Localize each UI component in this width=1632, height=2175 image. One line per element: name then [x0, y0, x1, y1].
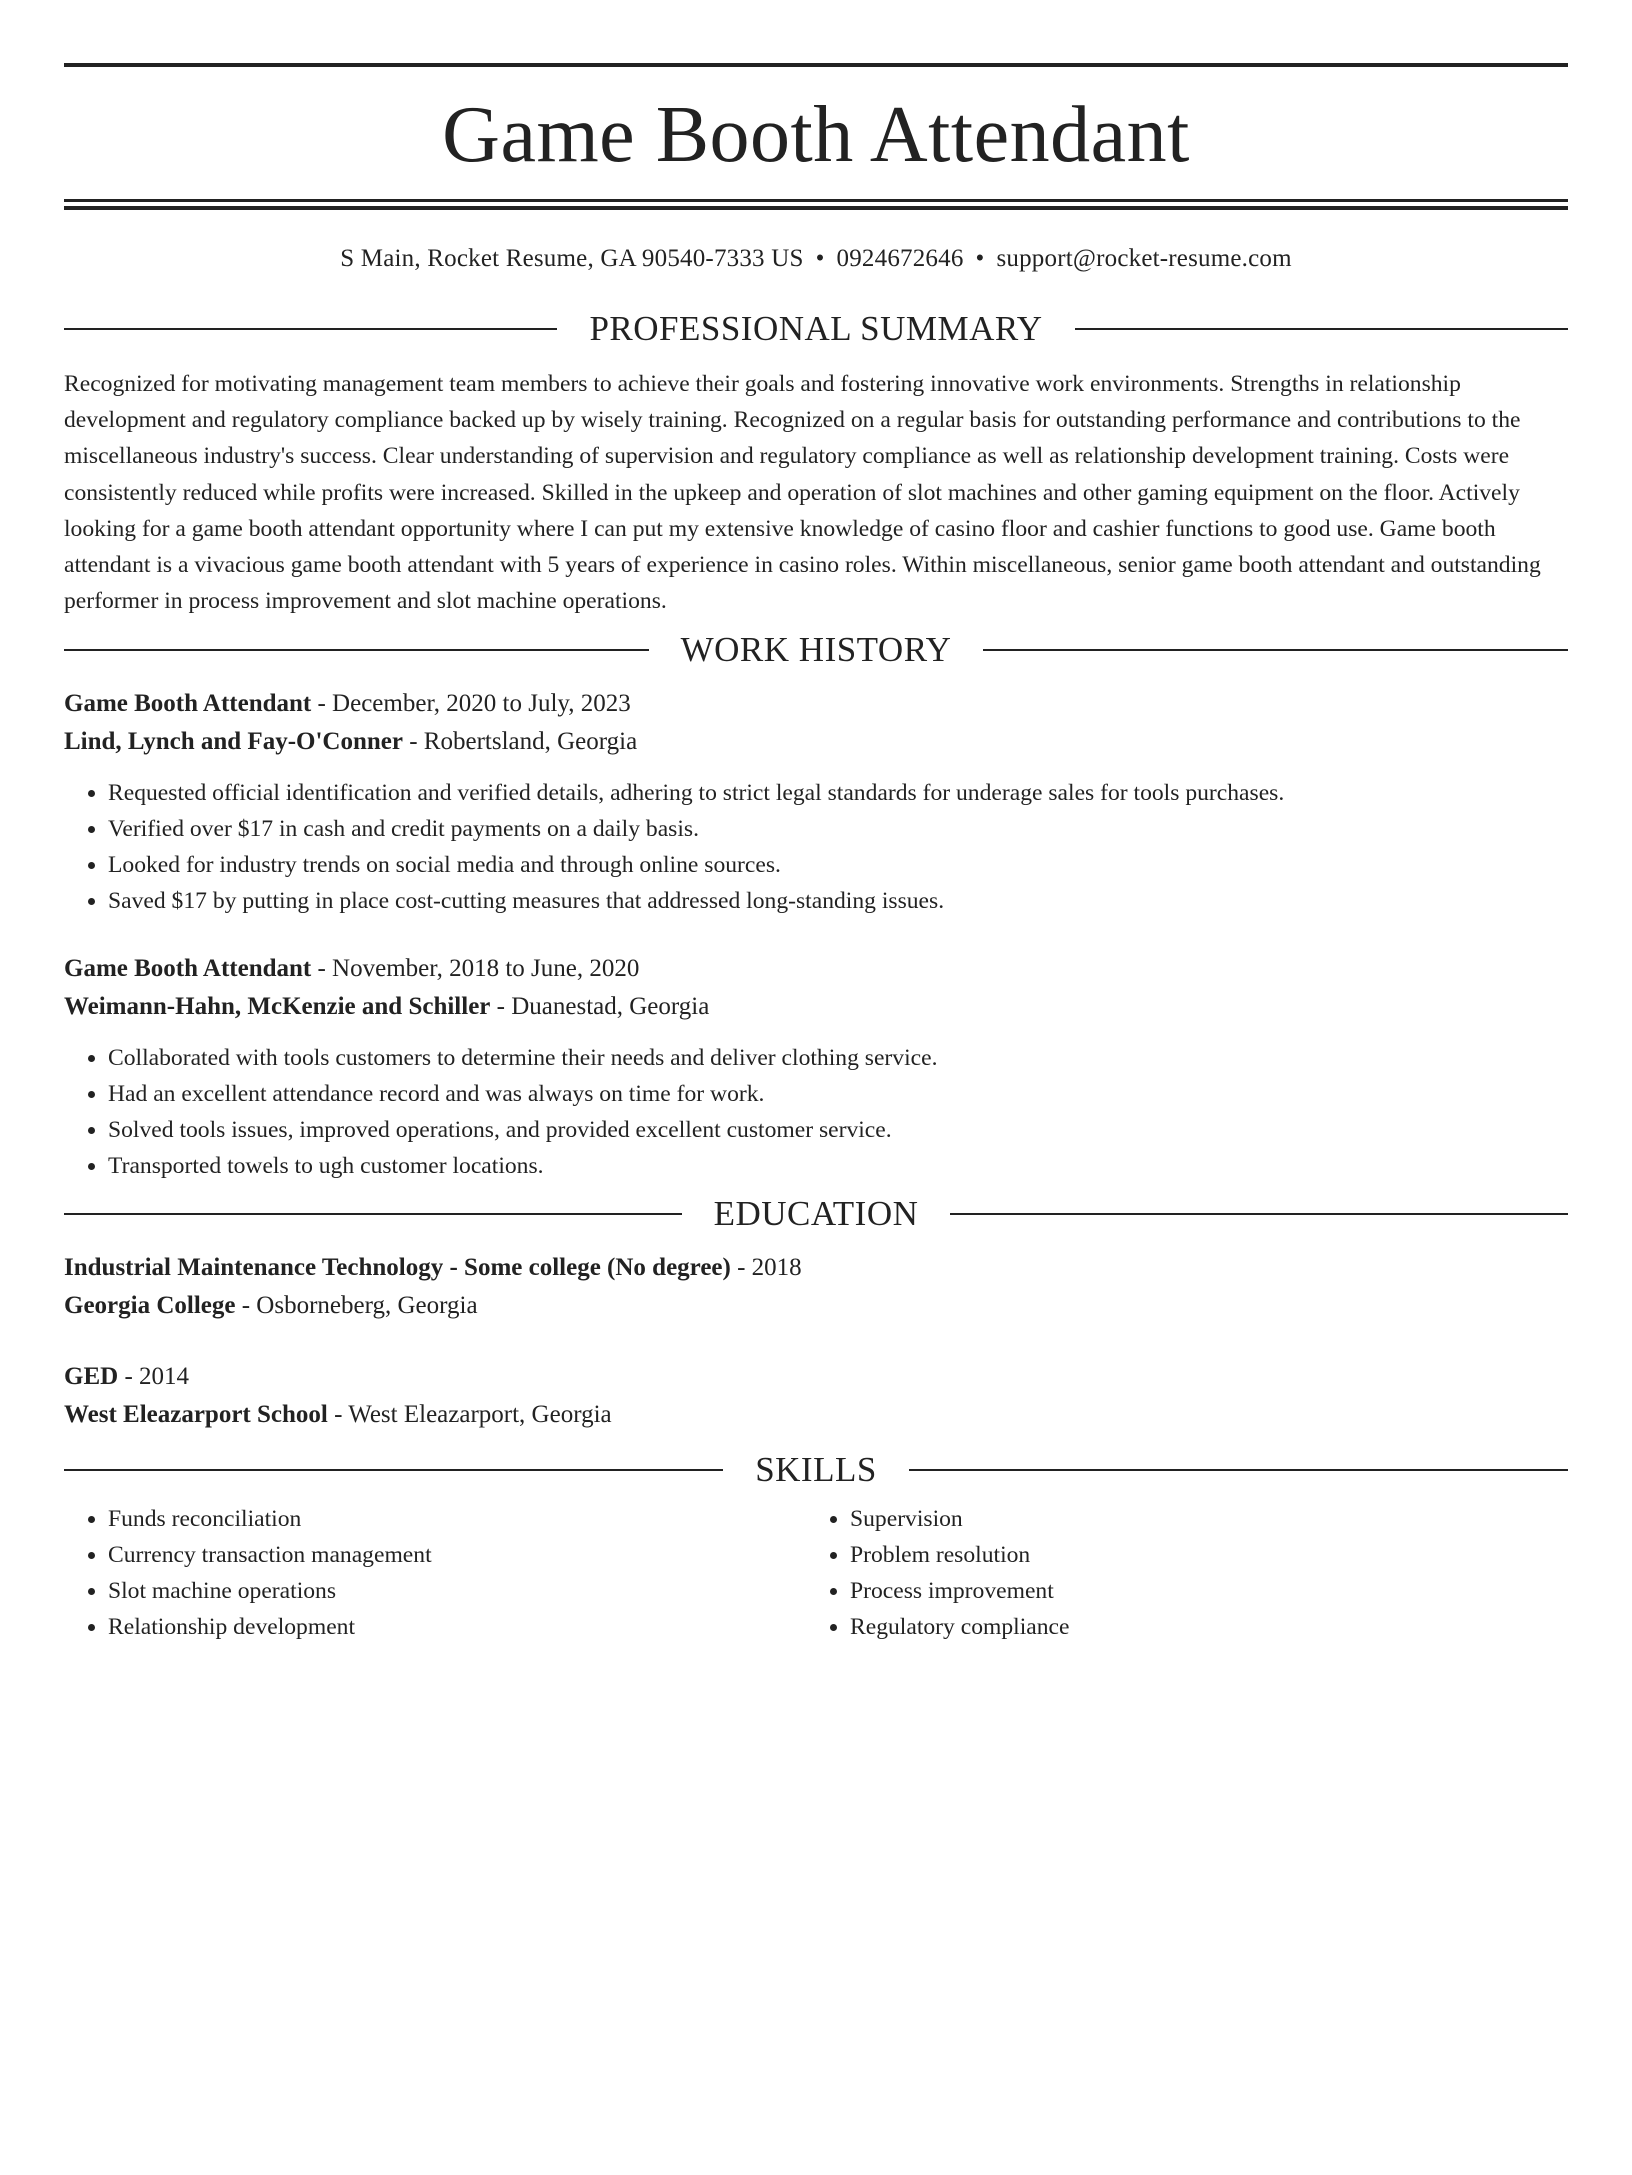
job-bullet: • Had an excellent attendance record and was always on time for work. — [108, 1076, 1568, 1112]
skill-item: • Problem resolution — [850, 1537, 1548, 1573]
job-dates: - November, 2018 to June, 2020 — [311, 955, 640, 983]
job-entry — [64, 950, 1568, 1184]
job-bullet: • Requested official identification and verified details, adhering to strict legal standards for underage sales for tools purchases. — [108, 775, 1568, 811]
education-entry — [64, 1249, 1568, 1325]
skill-item: • Process improvement — [850, 1573, 1548, 1609]
skills-column-right — [806, 1501, 1548, 1645]
section-heading-work-history — [64, 630, 1568, 670]
section-title: PROFESSIONAL SUMMARY — [589, 309, 1043, 348]
skills-list — [64, 1501, 806, 1645]
job-company: Lind, Lynch and Fay-O'Conner — [64, 728, 403, 756]
education-school: West Eleazarport School — [64, 1401, 328, 1429]
skills-columns — [64, 1501, 1568, 1645]
skill-item: • Supervision — [850, 1501, 1548, 1537]
contact-separator: • — [975, 245, 985, 272]
job-bullet: • Looked for industry trends on social media and through online sources. — [108, 847, 1568, 883]
education-degree: GED — [64, 1363, 119, 1391]
section-title: WORK HISTORY — [680, 630, 952, 670]
job-entry — [64, 685, 1568, 919]
education-year: - 2018 — [730, 1254, 802, 1282]
job-bullet: • Saved $17 by putting in place cost-cutting measures that addressed long-standing issues. — [108, 883, 1568, 919]
job-dates: - December, 2020 to July, 2023 — [311, 690, 631, 718]
heading-rule-right — [1075, 328, 1568, 330]
job-company-line — [64, 723, 1568, 761]
education-degree-line — [64, 1249, 1568, 1287]
job-location: - Duanestad, Georgia — [490, 993, 710, 1021]
job-company-line — [64, 988, 1568, 1026]
summary-text: Recognized for motivating management team members to achieve their goals and fostering innovative work environments. Strengths in relationship development and regulatory compliance backed up by wisely training. Recognized on a regular basis for outstanding performance and contributions to the miscellaneous industry's success. Clear understanding of supervision and regulatory compliance as well as relationship development training. Costs were consistently reduced while profits were increased. Skilled in the upkeep and operation of slot machines and other gaming equipment on the floor. Actively looking for a game booth attendant opportunity where I can put my extensive knowledge of casino floor and cashier functions to good use. Game booth attendant is a vivacious game booth attendant with 5 years of experience in casino roles. Within miscellaneous, senior game booth attendant and outstanding performer in process improvement and slot machine operations. — [64, 371, 1541, 615]
section-heading-summary — [64, 309, 1568, 349]
skill-item: • Relationship development — [108, 1609, 806, 1645]
education-year: - 2014 — [118, 1363, 190, 1391]
contact-address: S Main, Rocket Resume, GA 90540-7333 US — [340, 245, 804, 272]
education-location: - West Eleazarport, Georgia — [327, 1401, 612, 1429]
education-school: Georgia College — [64, 1292, 236, 1320]
section-title: EDUCATION — [713, 1194, 919, 1234]
job-title: Game Booth Attendant — [64, 690, 312, 718]
job-bullet: • Verified over $17 in cash and credit payments on a daily basis. — [108, 811, 1568, 847]
education-degree-line — [64, 1358, 1568, 1396]
skill-item: • Slot machine operations — [108, 1573, 806, 1609]
education-school-line — [64, 1396, 1568, 1434]
heading-rule-left — [64, 328, 557, 330]
job-bullet: • Transported towels to ugh customer locations. — [108, 1148, 1568, 1184]
job-location: - Robertsland, Georgia — [402, 728, 638, 756]
section-heading-education — [64, 1194, 1568, 1234]
heading-rule-right — [909, 1469, 1568, 1471]
heading-rule-left — [64, 1213, 682, 1215]
contact-line — [64, 244, 1568, 274]
heading-rule-right — [950, 1213, 1568, 1215]
education-school-line — [64, 1287, 1568, 1325]
skill-item: • Regulatory compliance — [850, 1609, 1548, 1645]
skills-list — [806, 1501, 1548, 1645]
education-location: - Osborneberg, Georgia — [235, 1292, 478, 1320]
heading-rule-left — [64, 649, 649, 651]
education-entry — [64, 1358, 1568, 1434]
job-title: Game Booth Attendant — [64, 955, 312, 983]
job-title-line — [64, 950, 1568, 988]
job-company: Weimann-Hahn, McKenzie and Schiller — [64, 993, 491, 1021]
heading-rule-left — [64, 1469, 723, 1471]
title-double-rule — [64, 199, 1568, 210]
job-bullet: • Solved tools issues, improved operations, and provided excellent customer service. — [108, 1112, 1568, 1148]
contact-phone: 0924672646 — [836, 245, 964, 272]
section-title: SKILLS — [755, 1450, 877, 1490]
resume-title: Game Booth Attendant — [442, 91, 1190, 179]
skill-item: • Funds reconciliation — [108, 1501, 806, 1537]
skills-column-left — [64, 1501, 806, 1645]
contact-email: support@rocket-resume.com — [996, 245, 1292, 272]
job-bullets — [64, 1040, 1568, 1184]
job-bullets — [64, 775, 1568, 919]
heading-rule-right — [983, 649, 1568, 651]
education-degree: Industrial Maintenance Technology - Some college (No degree) — [64, 1254, 731, 1282]
resume-page — [0, 63, 1632, 2175]
job-bullet: • Collaborated with tools customers to determine their needs and deliver clothing service. — [108, 1040, 1568, 1076]
section-heading-skills — [64, 1450, 1568, 1490]
contact-separator: • — [815, 245, 825, 272]
job-title-line — [64, 685, 1568, 723]
skill-item: • Currency transaction management — [108, 1537, 806, 1573]
